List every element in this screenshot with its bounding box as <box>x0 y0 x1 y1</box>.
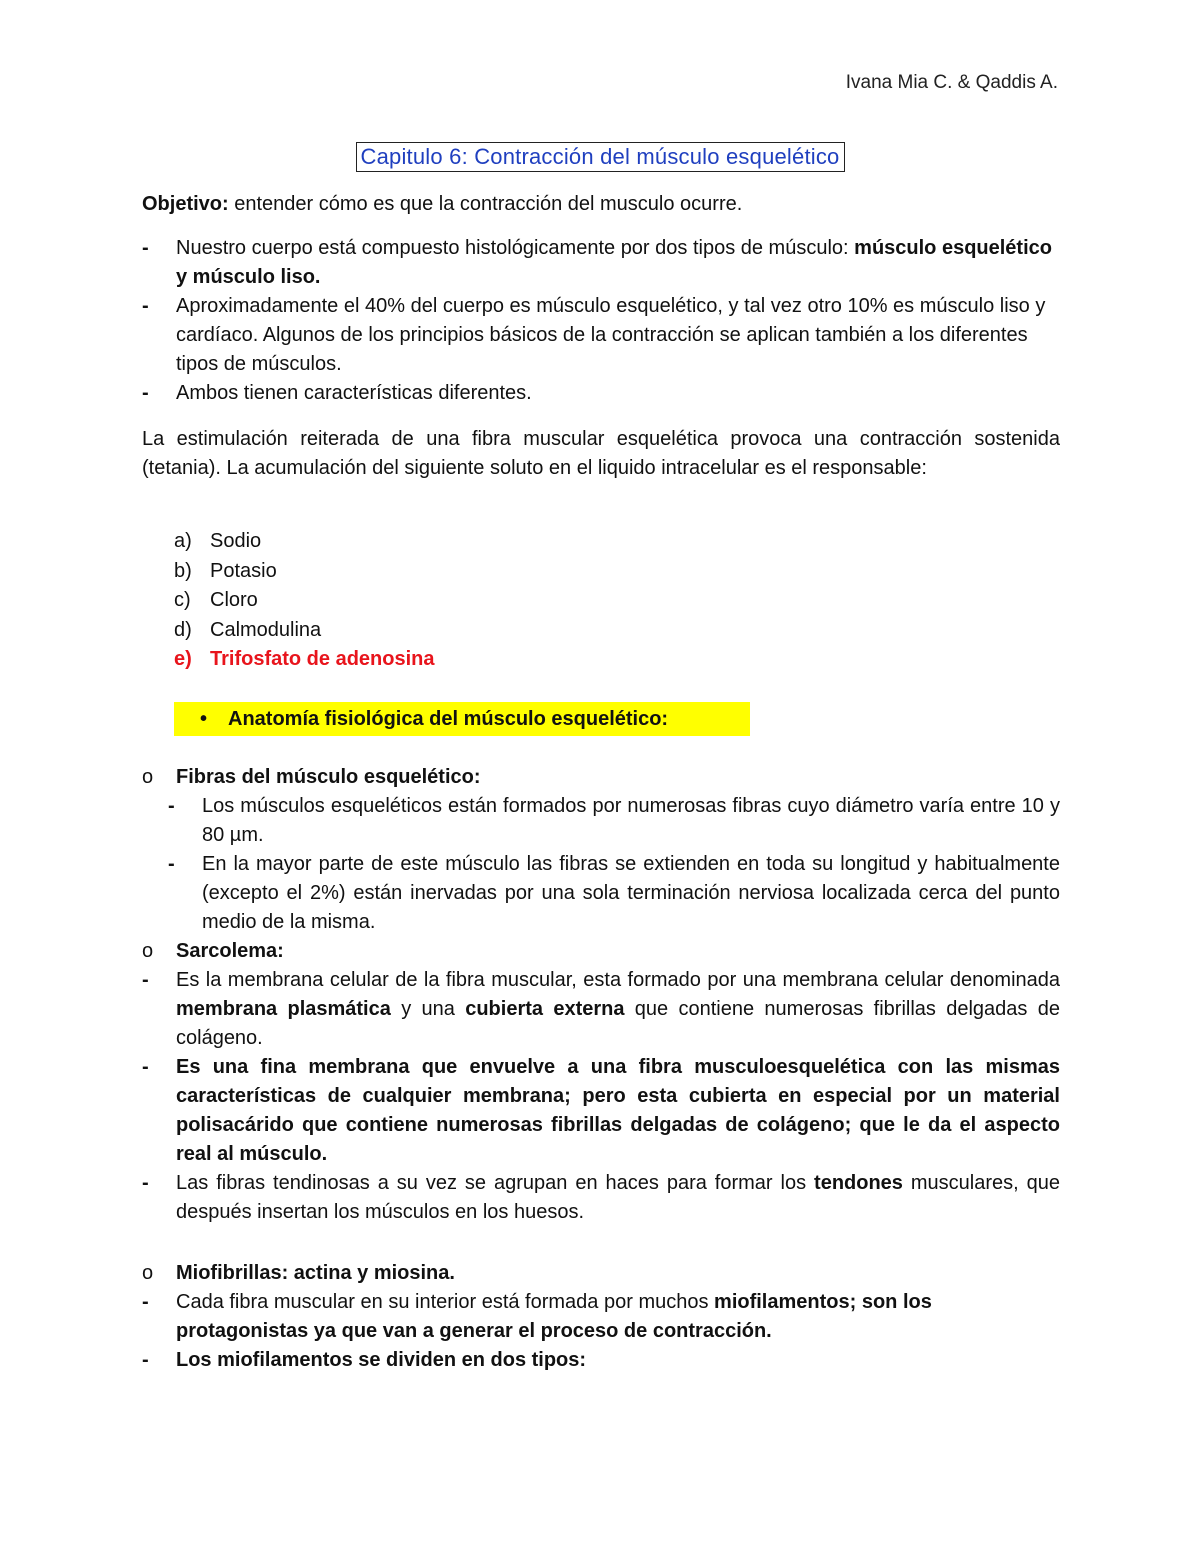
sarcolema-bullet-3 <box>142 1169 1060 1227</box>
fibras-heading-item <box>142 763 1060 792</box>
intro-bullet-list <box>142 234 1060 408</box>
dash-marker: - <box>142 1349 149 1371</box>
sarcolema-bullet-3-c: musculares, que después insertan los músculos en los huesos. <box>176 1172 1061 1223</box>
sarcolema-bullet-1-b: membrana plasmática <box>176 998 391 1020</box>
sarcolema-bullet-1-e: que contiene numerosas fibrillas delgadas de colágeno. <box>176 998 1060 1049</box>
intro-bullet-2 <box>142 292 1060 379</box>
fibras-bullet-2 <box>142 850 1060 937</box>
miofibrillas-heading: Miofibrillas: actina y miosina. <box>176 1262 455 1284</box>
intro-bullet-3 <box>142 379 1060 408</box>
sarcolema-bullet-1-d: cubierta externa <box>465 998 625 1020</box>
option-text: Cloro <box>210 589 258 611</box>
dash-marker: - <box>142 1172 149 1194</box>
sarcolema-bullet-2 <box>142 1053 1060 1169</box>
intro-bullet-1-bold: músculo esquelético y músculo liso. <box>176 237 1052 288</box>
dash-marker: - <box>142 1291 149 1313</box>
option-e-correct <box>174 645 434 675</box>
dash-marker: - <box>168 795 175 817</box>
section-heading: Anatomía fisiológica del músculo esquelético: <box>228 708 669 730</box>
fibras-section <box>142 763 1060 1227</box>
miofibrillas-section <box>142 1259 1060 1375</box>
miofibrillas-bullet-1-a: Cada fibra muscular en su interior está formada por muchos <box>176 1291 715 1313</box>
dash-marker: - <box>168 853 175 875</box>
question-paragraph: La estimulación reiterada de una fibra muscular esquelética provoca una contracción sostenida (tetania). La acumulación del siguiente soluto en el liquido intracelular es el responsable: <box>142 428 1060 479</box>
dash-marker: - <box>142 382 149 404</box>
objective-text: entender cómo es que la contracción del musculo ocurre. <box>228 193 743 215</box>
circle-marker: o <box>142 1262 154 1284</box>
sarcolema-heading: Sarcolema: <box>176 940 284 962</box>
miofibrillas-bullet-2 <box>142 1346 1060 1375</box>
intro-bullet-3-text: Ambos tienen características diferentes. <box>176 382 532 404</box>
sarcolema-bullet-3-a: Las fibras tendinosas a su vez se agrupan en haces para formar los <box>176 1172 815 1194</box>
option-label: b) <box>174 559 192 582</box>
intro-bullet-2-text: Aproximadamente el 40% del cuerpo es músculo esquelético, y tal vez otro 10% es músculo liso y cardíaco. Algunos de los principios básicos de la contracción se aplican también a los diferentes tipos de músculos. <box>176 295 1046 375</box>
option-d <box>174 616 434 646</box>
option-label: e) <box>174 648 192 670</box>
circle-marker: o <box>142 766 154 788</box>
sarcolema-bullet-1-c: y una <box>390 998 466 1020</box>
section-heading-highlight <box>174 702 750 736</box>
sarcolema-bullet-2-text: Es una fina membrana que envuelve a una fibra musculoesquelética con las mismas características de cualquier membrana; pero esta cubierta en especial por un material polisacárido que contiene numerosas fibrillas delgadas de colágeno; que le da el aspecto real al músculo. <box>176 1056 1060 1165</box>
chapter-title: Capitulo 6: Contracción del músculo esquelético <box>356 142 845 172</box>
bullet-marker: • <box>200 708 208 730</box>
sarcolema-heading-item <box>142 937 1060 966</box>
dash-marker: - <box>142 295 149 317</box>
option-c <box>174 586 434 616</box>
intro-bullet-1 <box>142 234 1060 292</box>
option-text: Sodio <box>210 530 262 552</box>
sarcolema-bullet-3-b: tendones <box>814 1172 903 1194</box>
dash-marker: - <box>142 237 149 259</box>
section-heading-container <box>174 702 750 736</box>
miofibrillas-bullet-2-text: Los miofilamentos se dividen en dos tipos: <box>176 1349 587 1371</box>
intro-bullet-1-text: Nuestro cuerpo está compuesto histológicamente por dos tipos de músculo: <box>176 237 855 259</box>
option-label: a) <box>174 530 192 552</box>
option-b <box>174 557 434 587</box>
dash-marker: - <box>142 1056 149 1078</box>
fibras-heading: Fibras del músculo esquelético: <box>176 766 481 788</box>
fibras-bullet-1 <box>142 792 1060 850</box>
fibras-bullet-2-text: En la mayor parte de este músculo las fibras se extienden en toda su longitud y habitualmente (excepto el 2%) están inervadas por una sola terminación nerviosa localizada cerca del punto medio de la misma. <box>202 853 1060 933</box>
title-container <box>0 142 1200 172</box>
option-text: Calmodulina <box>210 618 322 641</box>
answer-options <box>174 527 434 675</box>
miofibrillas-bullet-1-b: miofilamentos; son los protagonistas ya que van a generar el proceso de contracción. <box>176 1291 932 1342</box>
option-label: d) <box>174 618 192 641</box>
header-authors: Ivana Mia C. & Qaddis A. <box>845 72 1058 93</box>
circle-marker: o <box>142 940 154 962</box>
objective-paragraph <box>142 190 1060 219</box>
option-text: Potasio <box>210 559 277 582</box>
miofibrillas-bullet-1 <box>142 1288 1060 1346</box>
miofibrillas-heading-item <box>142 1259 1060 1288</box>
fibras-bullet-1-text: Los músculos esqueléticos están formados por numerosas fibras cuyo diámetro varía entre 10 y 80 µm. <box>202 795 1060 846</box>
dash-marker: - <box>142 969 149 991</box>
sarcolema-bullet-1 <box>142 966 1060 1053</box>
option-label: c) <box>174 589 191 611</box>
option-text: Trifosfato de adenosina <box>210 648 435 670</box>
option-a <box>174 527 434 557</box>
objective-label: Objetivo: <box>142 193 229 215</box>
sarcolema-bullet-1-a: Es la membrana celular de la fibra muscular, esta formado por una membrana celular denominada <box>176 969 1060 991</box>
